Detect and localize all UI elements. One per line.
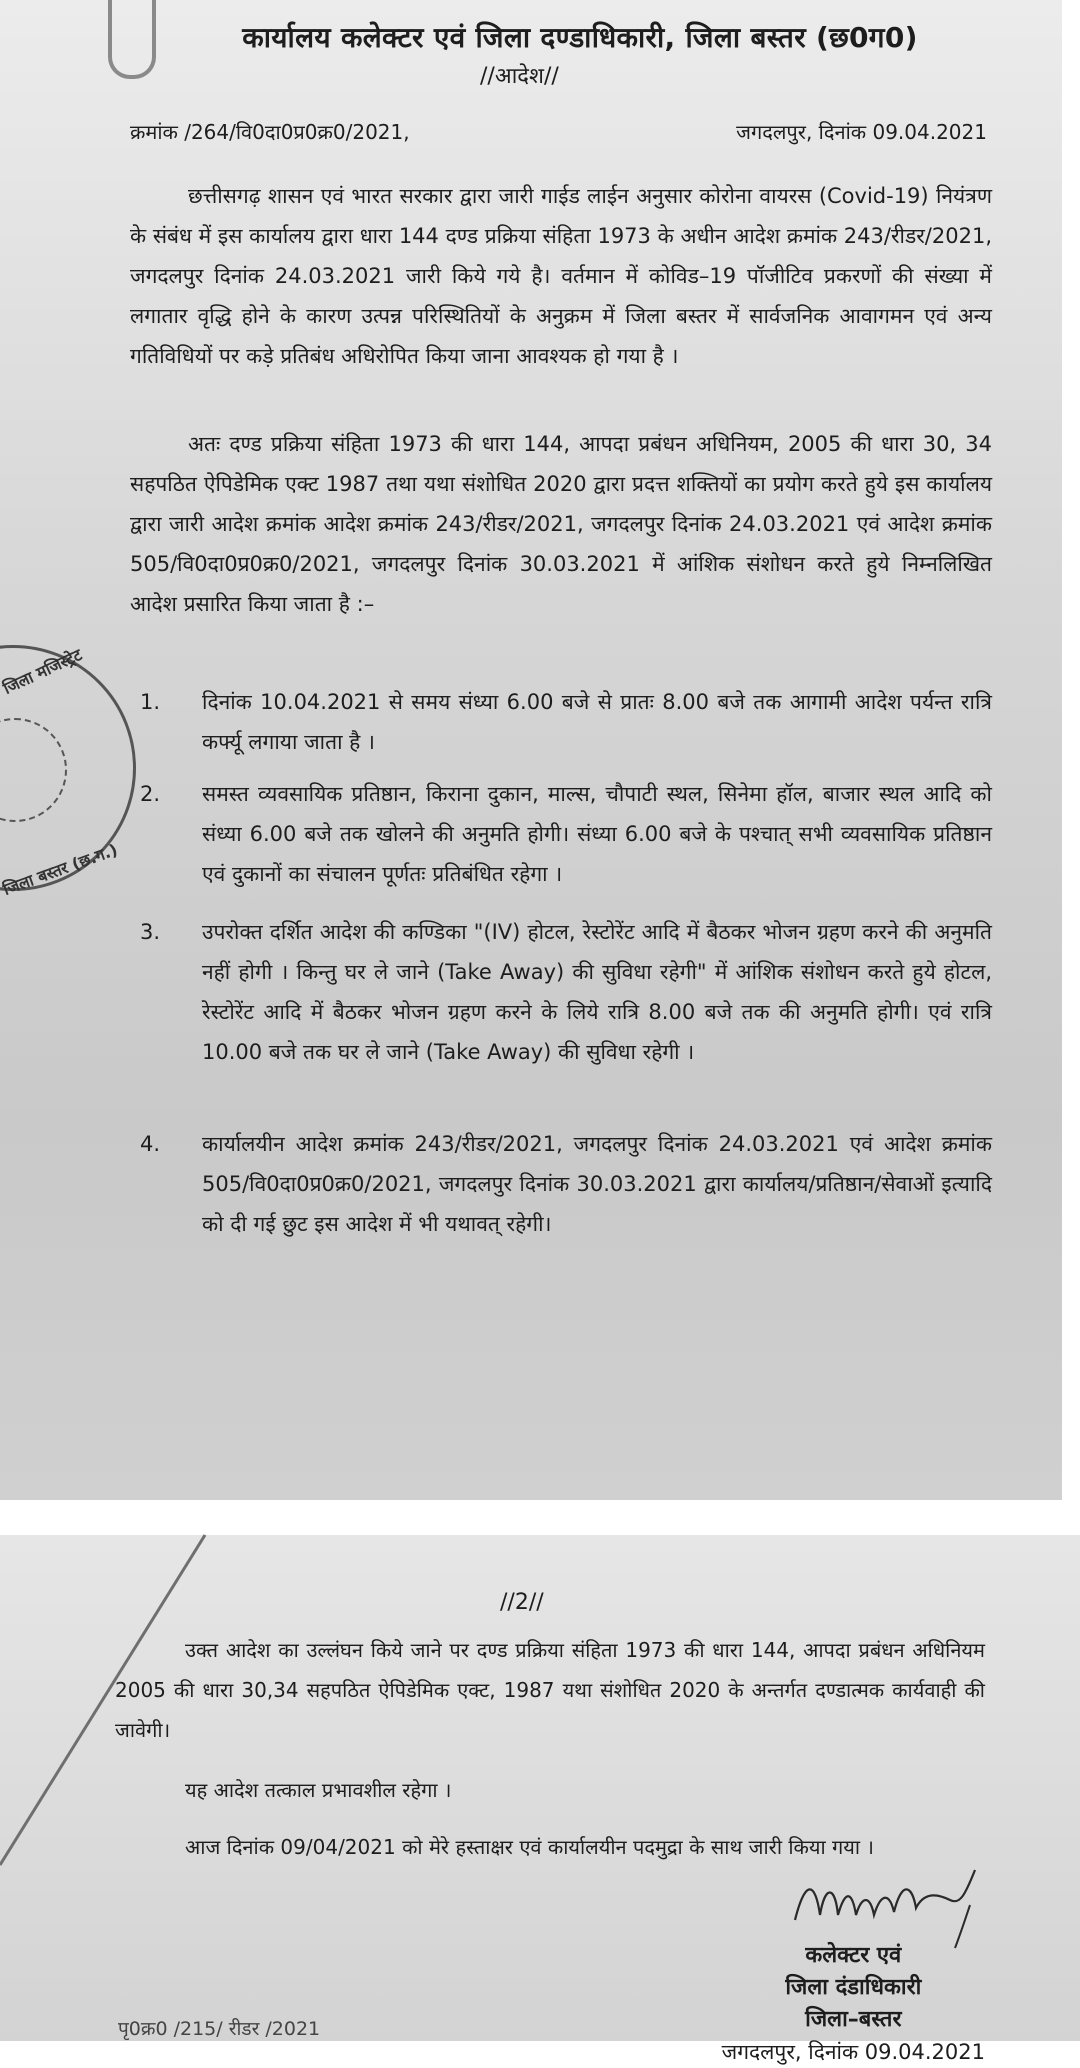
issue-paragraph: आज दिनांक 09/04/2021 को मेरे हस्ताक्षर एवं कार्यालयीन पदमुद्रा के साथ जारी किया गया । xyxy=(185,1835,875,1859)
paragraph-1: छत्तीसगढ़ शासन एवं भारत सरकार द्वारा जारी गाईड लाईन अनुसार कोरोना वायरस (Covid-19) नियंत्रण के संबंध में इस कार्यालय द्वारा धारा 144 दण्ड प्रक्रिया संहिता 1973 के अधीन आदेश क्रमांक 243/रीडर/2021, जगदलपुर दिनांक 24.03.2021 जारी किये गये है। वर्तमान में कोविड–19 पॉजीटिव प्रकरणों की संख्या में लगातार वृद्धि होने के कारण उत्पन्न परिस्थितियों के अनुक्रम में जिला बस्तर में सार्वजनिक आवागमन एवं अन्य गतिविधियों पर कड़े प्रतिबंध अधिरोपित किया जाना आवश्यक हो गया है । xyxy=(130,184,992,368)
item-number: 2. xyxy=(140,782,161,806)
item-text: कार्यालयीन आदेश क्रमांक 243/रीडर/2021, जगदलपुर दिनांक 24.03.2021 एवं आदेश क्रमांक 505/वि0दा0प्र0क्र0/2021, जगदलपुर दिनांक 30.03.2021 द्वारा कार्यालय/प्रतिष्ठान/सेवाओं इत्यादि को दी गई छुट इस आदेश में भी यथावत् रहेगी। xyxy=(202,1132,992,1236)
signatory-date: जगदलपुर, दिनांक 09.04.2021 xyxy=(721,2040,985,2064)
reference-date: जगदलपुर, दिनांक 09.04.2021 xyxy=(736,120,987,144)
order-page-2 xyxy=(0,1535,1080,2064)
order-item-4 xyxy=(140,1124,992,1244)
order-item-2 xyxy=(140,774,992,894)
paragraph-2: अतः दण्ड प्रक्रिया संहिता 1973 की धारा 144, आपदा प्रबंधन अधिनियम, 2005 की धारा 30, 34 सहपठित ऐपिडेमिक एक्ट 1987 तथा यथा संशोधित 2020 द्वारा प्रदत्त शक्तियों का प्रयोग करते हुये इस कार्यालय द्वारा जारी आदेश क्रमांक आदेश क्रमांक 243/रीडर/2021, जगदलपुर दिनांक 24.03.2021 एवं आदेश क्रमांक 505/वि0दा0प्र0क्र0/2021, जगदलपुर दिनांक 30.03.2021 में आंशिक संशोधन करते हुये निम्नलिखित आदेश प्रसारित किया जाता है :– xyxy=(130,432,992,616)
item-number: 3. xyxy=(140,920,161,944)
seal-text-bottom: जिला बस्तर (छ.ग.) xyxy=(0,839,120,899)
signatory-district: जिला–बस्तर xyxy=(805,2007,902,2032)
signatory-title-1: कलेक्टर एवं xyxy=(805,1943,902,1968)
endorsement-reference: पृ0क्र0 /215/ रीडर /2021 xyxy=(118,2018,321,2040)
signature-block xyxy=(722,1940,985,2068)
order-item-3 xyxy=(140,912,992,1072)
item-number: 1. xyxy=(140,690,161,714)
paper-clip xyxy=(108,0,156,79)
order-heading: //आदेश// xyxy=(480,64,559,89)
signatory-title-2: जिला दंडाधिकारी xyxy=(785,1975,922,2000)
signature-icon xyxy=(790,1860,990,1950)
page-number: //2// xyxy=(500,1590,544,1615)
order-item-1 xyxy=(140,682,992,762)
item-number: 4. xyxy=(140,1132,161,1156)
item-text: समस्त व्यवसायिक प्रतिष्ठान, किराना दुकान, माल्स, चौपाटी स्थल, सिनेमा हॉल, बाजार स्थल आदि को संध्या 6.00 बजे तक खोलने की अनुमति होगी। संध्या 6.00 बजे के पश्चात् सभी व्यवसायिक प्रतिष्ठान एवं दुकानों का संचालन पूर्णतः प्रतिबंधित रहेगा । xyxy=(202,782,992,886)
item-text: दिनांक 10.04.2021 से समय संध्या 6.00 बजे से प्रातः 8.00 बजे तक आगामी आदेश पर्यन्त रात्रि कर्फ्यू लगाया जाता है । xyxy=(202,690,992,754)
item-text: उपरोक्त दर्शित आदेश की कण्डिका "(IV) होटल, रेस्टोरेंट आदि में बैठकर भोजन ग्रहण करने की अनुमति नहीं होगी । किन्तु घर ले जाने (Take Away) की सुविधा रहेगी" में आंशिक संशोधन करते हुये होटल, रेस्टोरेंट आदि में बैठकर भोजन ग्रहण करने के लिये रात्रि 8.00 बजे तक की अनुमति होगी। एवं रात्रि 10.00 बजे तक घर ले जाने (Take Away) की सुविधा रहेगी । xyxy=(202,920,992,1064)
reference-line xyxy=(130,118,987,145)
penalty-paragraph: उक्त आदेश का उल्लंघन किये जाने पर दण्ड प्रक्रिया संहिता 1973 की धारा 144, आपदा प्रबंधन अधिनियम 2005 की धारा 30,34 सहपठित ऐपिडेमिक एक्ट, 1987 यथा संशोधित 2020 के अन्तर्गत दण्डात्मक कार्यवाही की जावेगी। xyxy=(115,1638,985,1742)
effect-paragraph: यह आदेश तत्काल प्रभावशील रहेगा । xyxy=(185,1778,452,1802)
office-title: कार्यालय कलेक्टर एवं जिला दण्डाधिकारी, जिला बस्तर (छ0ग0) xyxy=(242,21,918,54)
reference-number: क्रमांक /264/वि0दा0प्र0क्र0/2021, xyxy=(130,120,410,144)
seal-text-top: जिला मजिस्ट्रेट xyxy=(0,644,85,698)
